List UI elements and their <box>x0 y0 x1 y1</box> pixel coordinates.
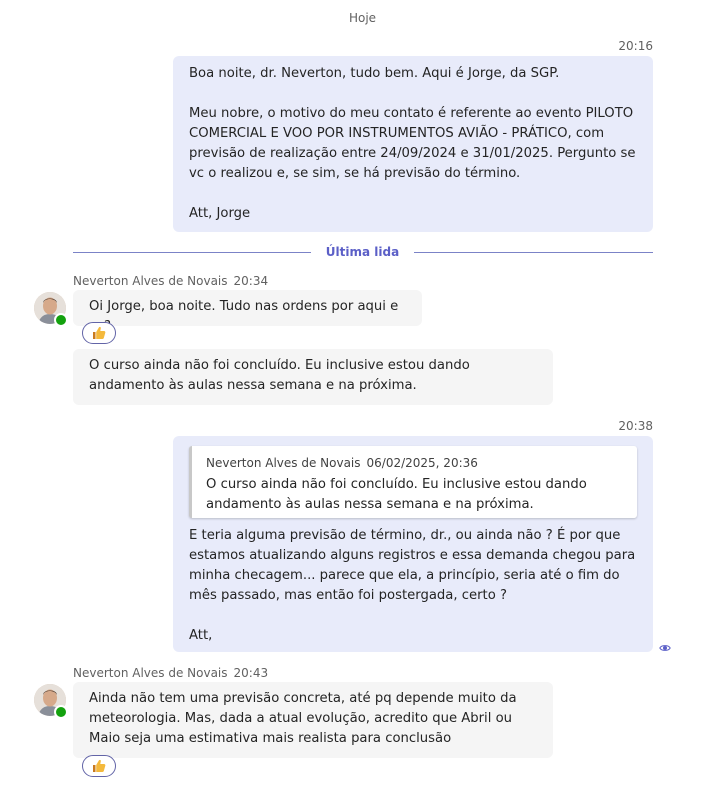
message-text: Boa noite, dr. Neverton, tudo bem. Aqui é Jorge, da SGP. <box>189 66 560 81</box>
sender-name: Neverton Alves de Novais <box>73 274 228 288</box>
last-read-label: Última lida <box>325 245 400 259</box>
message-text: E teria alguma previsão de término, dr., ou ainda não ? É por que estamos atualizando alguns registros e essa demanda chegou para minha checagem... parece que ela, a princípio, seria até o fim do mês passado, mas então foi postergada, certo ? <box>189 528 636 603</box>
message-text: O curso ainda não foi concluído. Eu inclusive estou dando andamento às aulas nessa semana e na próxima. <box>89 358 470 393</box>
incoming-message[interactable] <box>73 682 553 758</box>
day-divider: Hoje <box>348 11 377 25</box>
quote-text: O curso ainda não foi concluído. Eu inclusive estou dando andamento às aulas nessa semana e na próxima. <box>206 477 587 512</box>
last-read-line-right <box>414 252 653 253</box>
message-text: Att, <box>189 628 213 643</box>
presence-available-icon <box>54 313 68 327</box>
thumbs-up-icon <box>91 758 107 774</box>
thumbs-up-icon <box>91 325 107 341</box>
outgoing-message[interactable] <box>173 56 653 232</box>
sender-name: Neverton Alves de Novais <box>73 666 228 680</box>
quote-time: 06/02/2025, 20:36 <box>366 456 478 470</box>
reaction-like[interactable] <box>82 755 116 777</box>
last-read-line-left <box>73 252 311 253</box>
message-text: Meu nobre, o motivo do meu contato é referente ao evento PILOTO COMERCIAL E VOO POR INSTRUMENTOS AVIÃO - PRÁTICO, com previsão de realização entre 24/09/2024 e 31/01/2025. Pergunto se vc o realizou e, se sim, se há previsão do término. <box>189 106 636 181</box>
message-text: Oi Jorge, boa noite. Tudo nas ordens por aqui e <box>89 299 399 314</box>
quoted-message[interactable] <box>189 446 637 518</box>
incoming-message[interactable] <box>73 349 553 405</box>
message-timestamp: 20:38 <box>618 419 653 433</box>
quote-sender: Neverton Alves de Novais <box>206 456 361 470</box>
sender-header <box>73 274 268 288</box>
quote-header <box>206 453 625 473</box>
presence-available-icon <box>54 705 68 719</box>
message-text: Att, Jorge <box>189 206 251 221</box>
outgoing-message[interactable] <box>173 436 653 652</box>
message-timestamp: 20:16 <box>618 39 653 53</box>
sender-header <box>73 666 268 680</box>
sender-time: 20:43 <box>233 666 269 680</box>
seen-eye-icon <box>659 639 671 651</box>
message-text: Ainda não tem uma previsão concreta, até pq depende muito da meteorologia. Mas, dada a atual evolução, acredito que Abril ou Maio seja uma estimativa mais realista para conclusão <box>89 691 517 746</box>
reaction-like[interactable] <box>82 322 116 344</box>
sender-time: 20:34 <box>233 274 269 288</box>
incoming-message[interactable] <box>73 290 422 326</box>
